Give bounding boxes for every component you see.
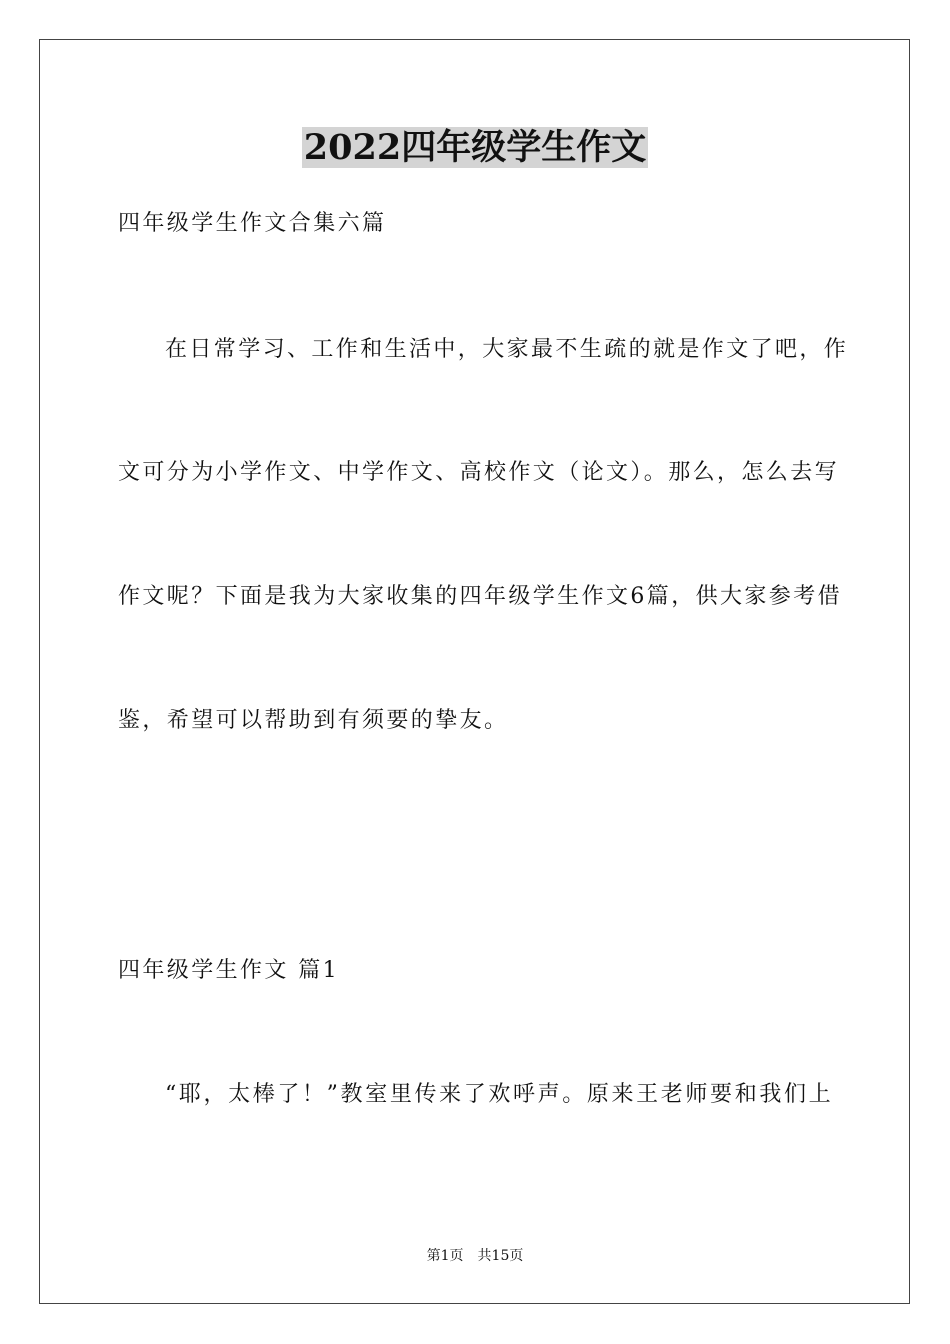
- document-subtitle: 四年级学生作文合集六篇: [118, 211, 387, 236]
- page-number-footer: 第1页 共15页: [426, 1248, 524, 1264]
- intro-paragraph-line: 文可分为小学作文、中学作文、高校作文（论文）。那么，怎么去写: [118, 460, 840, 485]
- section-heading: 四年级学生作文 篇1: [118, 958, 339, 983]
- intro-paragraph-line: 在日常学习、工作和生活中，大家最不生疏的就是作文了吧，作: [165, 337, 849, 362]
- intro-paragraph-line: 作文呢？下面是我为大家收集的四年级学生作文6篇，供大家参考借: [118, 584, 842, 609]
- document-title-text: 2022四年级学生作文: [303, 127, 647, 168]
- document-title: [0, 125, 950, 171]
- section-paragraph-line: “耶，太棒了！”教室里传来了欢呼声。原来王老师要和我们上: [165, 1082, 833, 1107]
- intro-paragraph-line: 鉴，希望可以帮助到有须要的挚友。: [118, 708, 509, 733]
